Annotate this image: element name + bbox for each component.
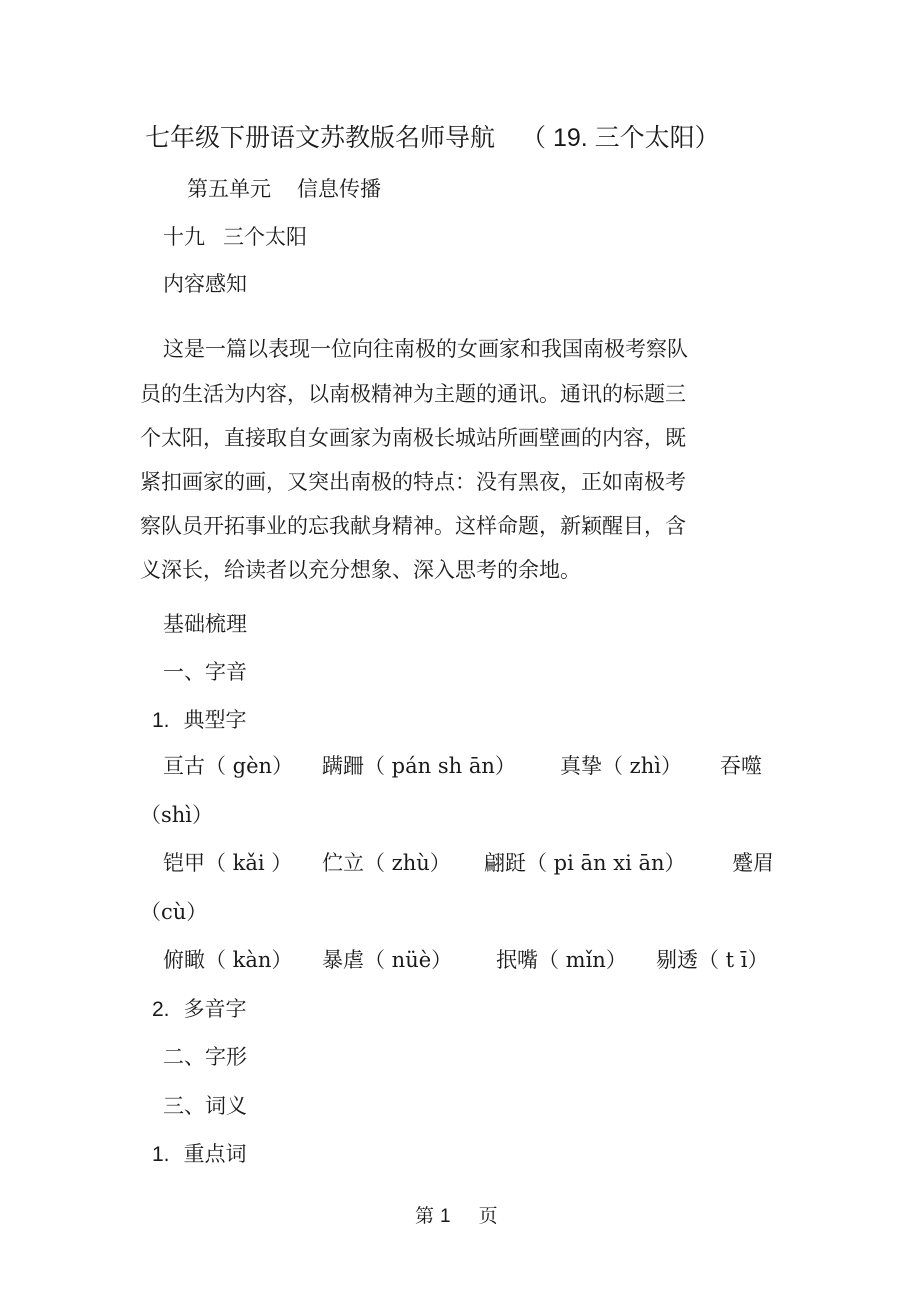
vocab-entry: 伫立（ zhù） [322,851,451,875]
vocab-entry: 暴虐（ nüè） [322,948,453,972]
item-number: 1. [152,709,170,732]
section-content-heading: 内容感知 [163,272,247,296]
vocab-entry-continuation: （shì） [140,803,214,827]
item-label: 典型字 [183,708,247,732]
item-label: 重点词 [183,1142,247,1166]
vocab-entry: 亘古（ gèn） [163,754,294,778]
paragraph-line: 义深长，给读者以充分想象、深入思考的余地。 [140,558,581,582]
subsection-meaning: 三、词义 [163,1094,247,1118]
vocab-entry: 剔透（ t ī） [656,948,769,972]
unit-name: 信息传播 [297,177,381,201]
lesson-heading [163,223,307,251]
lesson-name: 三个太阳 [223,225,307,249]
title-paren: （ 19. 三个太阳） [521,124,720,152]
vocab-entry: 蹒跚（ pán sh ān） [322,754,516,778]
vocab-entry: 俯瞰（ kàn） [163,948,293,972]
vocab-entry: 吞噬 [720,754,762,778]
subsection-shape: 二、字形 [163,1045,247,1069]
vocab-entry: 蹙眉 [732,851,774,875]
section-basics-heading: 基础梳理 [163,612,247,636]
paragraph-line: 个太阳，直接取自女画家为南极长城站所画壁画的内容，既 [140,426,686,450]
document-title [145,122,720,154]
unit-heading [187,175,381,203]
paragraph-line: 这是一篇以表现一位向往南极的女画家和我国南极考察队 [163,337,688,361]
item-number: 1. [152,1143,170,1166]
vocab-entry: 铠甲（ kǎi ） [163,851,293,875]
title-main: 七年级下册语文苏教版名师导航 [145,123,496,152]
vocab-entry: 真挚（ zhì） [560,754,682,778]
page-footer [415,1202,498,1231]
vocab-entry: 抿嘴（ mǐn） [496,948,627,972]
item-key-words [152,1140,247,1169]
subsection-pronunciation: 一、字音 [163,660,247,684]
footer-di: 第 [415,1205,435,1227]
item-typical-chars [152,706,247,735]
lesson-number: 十九 [163,225,205,249]
item-polyphonic-chars [152,995,247,1024]
vocab-entry-continuation: （cù） [140,900,208,924]
paragraph-line: 察队员开拓事业的忘我献身精神。这样命题，新颖醒目，含 [140,514,686,538]
paragraph-line: 紧扣画家的画，又突出南极的特点：没有黑夜，正如南极考 [140,470,686,494]
footer-ye: 页 [478,1205,498,1227]
item-label: 多音字 [183,997,247,1021]
vocab-entry: 翩跹（ pi ān xi ān） [484,851,686,875]
unit-label: 第五单元 [187,177,271,201]
page-number: 1 [440,1206,451,1227]
paragraph-line: 员的生活为内容，以南极精神为主题的通讯。通讯的标题三 [140,382,686,406]
item-number: 2. [152,998,170,1021]
